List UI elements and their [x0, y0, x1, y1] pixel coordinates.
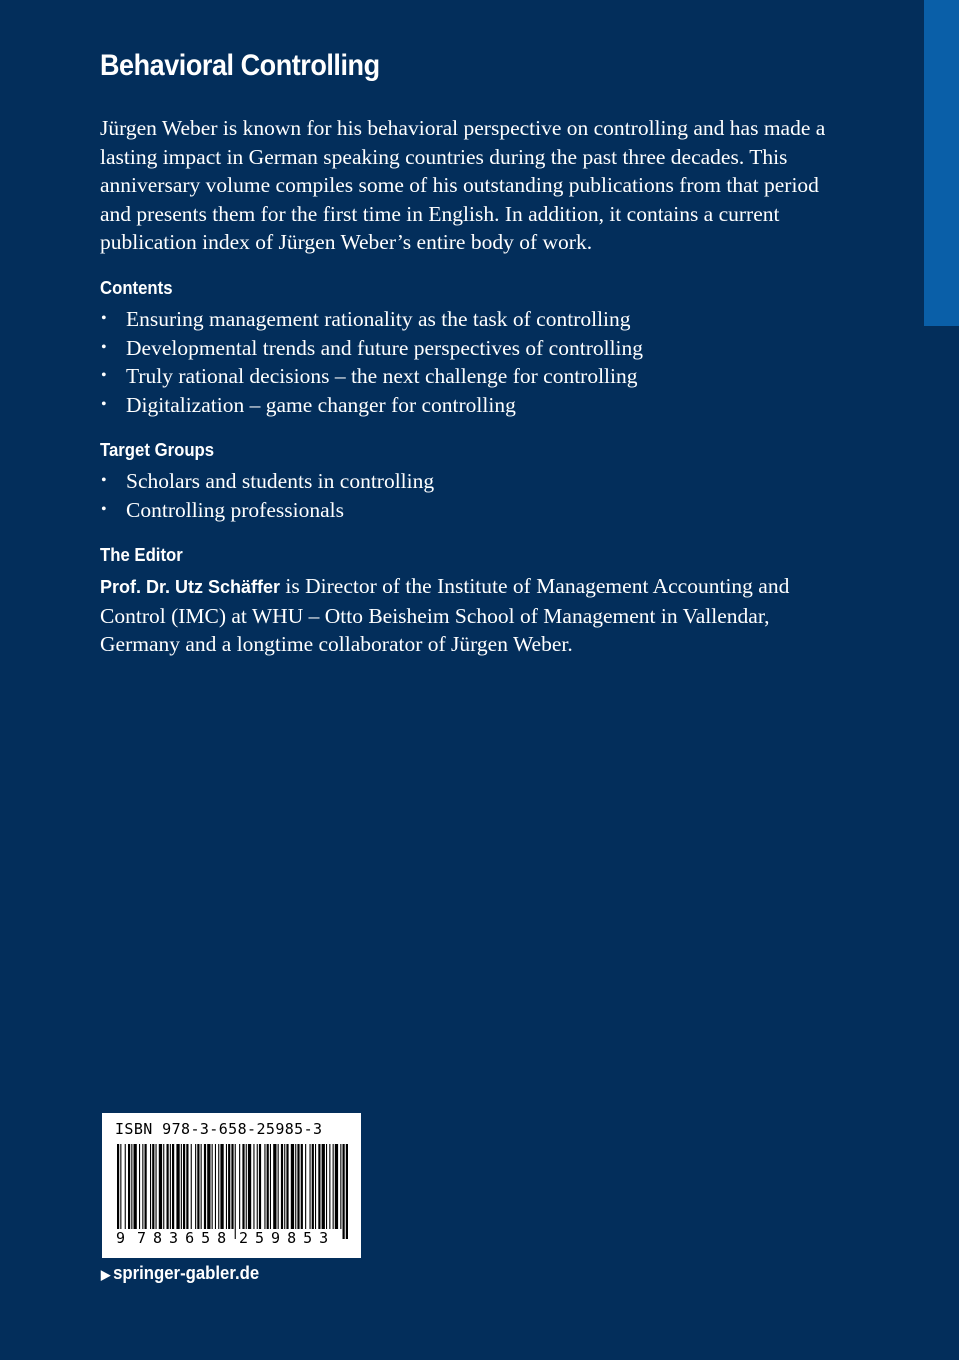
barcode-bar	[191, 1144, 192, 1229]
publisher-website[interactable]: ▶ springer-gabler.de	[101, 1263, 260, 1283]
bullet-icon: •	[101, 310, 107, 327]
barcode-bar	[231, 1144, 233, 1239]
editor-paragraph	[100, 572, 830, 659]
barcode-bar	[326, 1144, 327, 1229]
barcode-bar	[207, 1144, 210, 1229]
barcode-bar	[322, 1144, 325, 1229]
barcode-bar	[218, 1144, 219, 1229]
barcode-bar	[291, 1144, 294, 1229]
barcode-bar	[128, 1144, 130, 1229]
barcode-bar	[170, 1144, 171, 1229]
barcode-bar	[253, 1144, 254, 1229]
barcode-bar	[248, 1144, 251, 1229]
barcode-bar	[333, 1144, 334, 1229]
isbn-barcode	[102, 1113, 361, 1258]
barcode-bar	[295, 1144, 296, 1229]
barcode-bar	[117, 1144, 119, 1239]
barcode-bar	[264, 1144, 265, 1229]
editor-name: Prof. Dr. Utz Schäffer	[100, 577, 281, 597]
barcode-bar	[145, 1144, 147, 1229]
editor-bio: is Director of the Institute of Management Accounting and Control (IMC) at WHU – Otto Beisheim School of Management in Vallendar, Germany and a longtime collaborator of Jürgen Weber.	[100, 574, 790, 657]
barcode-bar	[201, 1144, 202, 1229]
barcode-bar	[270, 1144, 271, 1229]
barcode-bar	[301, 1144, 303, 1229]
barcode-bar	[139, 1144, 140, 1229]
barcode-bar	[239, 1144, 240, 1229]
barcode-bar	[235, 1144, 236, 1239]
accent-bar	[924, 0, 959, 326]
isbn-number: ISBN 978-3-658-25985-3	[115, 1120, 323, 1138]
barcode-bar	[131, 1144, 132, 1229]
barcode-bar	[212, 1144, 213, 1229]
list-item: • Controlling professionals	[100, 496, 434, 525]
barcode-bar	[195, 1144, 196, 1229]
barcode-bar	[310, 1144, 311, 1229]
bullet-icon: •	[101, 472, 107, 489]
barcode-bar	[197, 1144, 199, 1229]
ean-right-digits: 259853	[239, 1229, 336, 1247]
barcode-bar	[156, 1144, 157, 1229]
barcode-bar	[181, 1144, 182, 1229]
list-item: • Developmental trends and future perspectives of controlling	[100, 334, 643, 363]
barcode-bar	[125, 1144, 126, 1229]
intro-paragraph: Jürgen Weber is known for his behavioral perspective on controlling and has made a lasting impact in German speaking countries during the past three decades. This anniversary volume compiles some of his outstanding publications from that period and presents them for the first time in English. In addition, it contains a current publication index of Jürgen Weber’s entire body of work.	[100, 116, 826, 255]
bullet-icon: •	[101, 500, 107, 518]
barcode-bar	[305, 1144, 306, 1229]
barcode-bar	[335, 1144, 338, 1229]
barcode-bar	[259, 1144, 261, 1229]
barcode-bar	[226, 1144, 227, 1229]
barcode-bar	[228, 1144, 230, 1229]
play-arrow-icon: ▶	[101, 1267, 111, 1282]
barcode-bar	[215, 1144, 216, 1229]
barcode-bar	[186, 1144, 188, 1229]
barcode-bar	[159, 1144, 162, 1229]
barcode-bar	[281, 1144, 283, 1229]
barcode-bar	[297, 1144, 299, 1229]
barcode-bar	[167, 1144, 169, 1229]
target-groups-heading: Target Groups	[100, 440, 215, 460]
barcode-bar	[343, 1144, 345, 1239]
barcode-bar	[220, 1144, 223, 1229]
list-item: • Scholars and students in controlling	[100, 467, 434, 496]
contents-list	[100, 305, 643, 419]
contents-heading: Contents	[100, 278, 173, 298]
barcode-bar	[346, 1144, 348, 1239]
bullet-icon: •	[101, 338, 107, 356]
barcode-bar	[242, 1144, 244, 1229]
editor-heading: The Editor	[100, 545, 183, 565]
barcode-bar	[340, 1144, 341, 1229]
bullet-icon: •	[101, 367, 107, 385]
barcode-bar	[172, 1144, 174, 1229]
target-groups-list	[100, 467, 434, 524]
barcode-bar	[284, 1144, 285, 1229]
barcode-bar	[312, 1144, 314, 1229]
barcode-bar	[152, 1144, 154, 1229]
barcode-bar	[163, 1144, 164, 1229]
barcode-bar	[257, 1144, 258, 1229]
barcode-bar	[204, 1144, 206, 1229]
ean-first-digit: 9	[116, 1229, 126, 1247]
barcode-bar	[176, 1144, 179, 1229]
barcode-bar	[246, 1144, 247, 1229]
barcode-bar	[150, 1144, 151, 1229]
barcode-bars	[115, 1144, 350, 1239]
barcode-bar	[183, 1144, 185, 1229]
list-item: • Ensuring management rationality as the task of controlling	[100, 305, 643, 334]
barcode-bar	[286, 1144, 288, 1229]
bullet-icon: •	[101, 395, 107, 413]
barcode-bar	[120, 1144, 121, 1239]
barcode-bar	[273, 1144, 276, 1229]
ean-left-digits: 783658	[137, 1229, 234, 1247]
barcode-bar	[315, 1144, 316, 1229]
barcode-bar	[134, 1144, 137, 1229]
book-title: Behavioral Controlling	[100, 49, 380, 82]
barcode-bar	[267, 1144, 269, 1229]
list-item: • Digitalization – game changer for controlling	[100, 391, 643, 420]
barcode-bar	[142, 1144, 143, 1229]
barcode-bar	[318, 1144, 320, 1229]
barcode-bar	[329, 1144, 330, 1229]
barcode-bar	[278, 1144, 279, 1229]
list-item: • Truly rational decisions – the next challenge for controlling	[100, 362, 643, 391]
